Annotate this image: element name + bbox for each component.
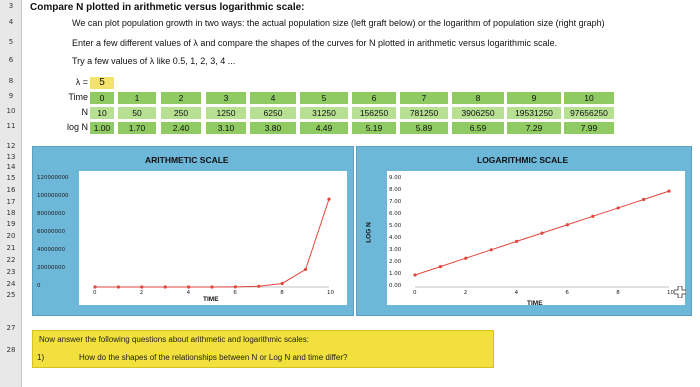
n-cell[interactable]: 1250 — [206, 107, 246, 119]
log-x-tick-label: 8 — [616, 290, 620, 296]
log-data-point — [490, 248, 493, 251]
arithmetic-y-tick-label: 0 — [37, 283, 41, 289]
row-number: 19 — [6, 220, 16, 228]
row-number: 14 — [6, 163, 16, 171]
row-number: 16 — [6, 186, 16, 194]
logn-cell[interactable]: 3.10 — [206, 122, 246, 134]
arithmetic-chart-svg — [33, 147, 355, 317]
instruction-line-2: Enter a few different values of λ and compare the shapes of the curves for N plotted in arithmetic versus logarithmic scale. — [72, 38, 558, 48]
row-number: 3 — [8, 2, 14, 10]
arithmetic-series-line — [95, 199, 329, 287]
question-box — [32, 330, 494, 368]
row-number: 10 — [6, 107, 16, 115]
log-data-point — [667, 190, 670, 193]
n-cell[interactable]: 97656250 — [564, 107, 614, 119]
arithmetic-x-tick-label: 4 — [186, 290, 191, 296]
logn-cell[interactable]: 2.40 — [161, 122, 201, 134]
log-data-point — [464, 257, 467, 260]
lambda-label: λ = — [75, 77, 88, 87]
n-cell[interactable]: 10 — [90, 107, 114, 119]
time-cell[interactable]: 10 — [564, 92, 614, 104]
time-cell[interactable]: 9 — [507, 92, 561, 104]
arithmetic-x-tick-label: 10 — [327, 290, 334, 296]
log-y-tick-label: 1.00 — [389, 271, 402, 277]
time-cell[interactable]: 5 — [300, 92, 348, 104]
log-x-tick-label: 6 — [565, 290, 569, 296]
log-y-tick-label: 3.00 — [389, 247, 402, 253]
row-number: 4 — [8, 18, 14, 26]
logn-cell[interactable]: 7.29 — [507, 122, 561, 134]
time-cell[interactable]: 0 — [90, 92, 114, 104]
question-1-text: How do the shapes of the relationships between N or Log N and time differ? — [79, 353, 348, 362]
row-number: 18 — [6, 209, 16, 217]
question-intro: Now answer the following questions about arithmetic and logarithmic scales: — [39, 335, 309, 344]
row-number: 12 — [6, 142, 16, 150]
n-cell[interactable]: 31250 — [300, 107, 348, 119]
time-cell[interactable]: 4 — [250, 92, 296, 104]
lambda-input[interactable]: 5 — [90, 77, 114, 89]
row-number: 21 — [6, 244, 16, 252]
row-number: 27 — [6, 324, 16, 332]
time-cell[interactable]: 8 — [452, 92, 504, 104]
arithmetic-y-tick-label: 60000000 — [37, 229, 65, 235]
log-data-point — [591, 215, 594, 218]
logn-cell[interactable]: 1.00 — [90, 122, 114, 134]
arithmetic-y-tick-label: 40000000 — [37, 247, 65, 253]
n-cell[interactable]: 3906250 — [452, 107, 504, 119]
row-number: 15 — [6, 174, 16, 182]
log-chart-panel — [356, 146, 692, 316]
logn-cell[interactable]: 6.59 — [452, 122, 504, 134]
arithmetic-chart-panel — [32, 146, 354, 316]
log-data-point — [540, 232, 543, 235]
arithmetic-data-point — [164, 285, 167, 288]
n-label: N — [81, 107, 88, 117]
log-y-tick-label: 5.00 — [389, 223, 402, 229]
log-data-point — [617, 206, 620, 209]
arithmetic-data-point — [140, 285, 143, 288]
time-cell[interactable]: 7 — [400, 92, 448, 104]
row-number: 8 — [8, 77, 14, 85]
row-number: 23 — [6, 268, 16, 276]
logn-cell[interactable]: 4.49 — [300, 122, 348, 134]
arithmetic-data-point — [210, 285, 213, 288]
row-number: 20 — [6, 232, 16, 240]
log-y-tick-label: 7.00 — [389, 199, 402, 205]
log-y-tick-label: 9.00 — [389, 175, 402, 181]
arithmetic-x-tick-label: 0 — [93, 290, 97, 296]
row-number-gutter — [0, 0, 22, 387]
arithmetic-x-tick-label: 8 — [280, 290, 284, 296]
log-x-axis-title: TIME — [527, 300, 543, 307]
instruction-line-1: We can plot population growth in two ways: the actual population size (left graft below) or the logarithm of population size (right graph) — [72, 18, 605, 28]
time-label: Time — [68, 92, 88, 102]
n-cell[interactable]: 19531250 — [507, 107, 561, 119]
logn-cell[interactable]: 5.19 — [352, 122, 396, 134]
time-cell[interactable]: 3 — [206, 92, 246, 104]
row-number: 13 — [6, 153, 16, 161]
n-cell[interactable]: 781250 — [400, 107, 448, 119]
n-cell[interactable]: 250 — [161, 107, 201, 119]
arithmetic-data-point — [93, 285, 96, 288]
log-chart-title: LOGARITHMIC SCALE — [477, 155, 569, 165]
arithmetic-y-tick-label: 80000000 — [37, 211, 65, 217]
logn-cell[interactable]: 3.80 — [250, 122, 296, 134]
n-cell[interactable]: 6250 — [250, 107, 296, 119]
log-data-point — [439, 265, 442, 268]
log-y-tick-label: 2.00 — [389, 259, 402, 265]
log-chart-svg — [357, 147, 693, 317]
arithmetic-y-tick-label: 100000000 — [37, 193, 69, 199]
row-number: 6 — [8, 56, 14, 64]
time-cell[interactable]: 1 — [118, 92, 156, 104]
spreadsheet-area — [22, 0, 700, 387]
arithmetic-data-point — [281, 282, 284, 285]
n-cell[interactable]: 156250 — [352, 107, 396, 119]
arithmetic-data-point — [257, 285, 260, 288]
instruction-line-3: Try a few values of λ like 0.5, 1, 2, 3, 4 ... — [72, 56, 236, 66]
log-data-point — [413, 273, 416, 276]
time-cell[interactable]: 2 — [161, 92, 201, 104]
logn-cell[interactable]: 5.89 — [400, 122, 448, 134]
log-y-tick-label: 4.00 — [389, 235, 402, 241]
arithmetic-data-point — [327, 198, 330, 201]
log-x-tick-label: 10 — [667, 290, 674, 296]
logn-cell[interactable]: 7.99 — [564, 122, 614, 134]
row-number: 11 — [6, 122, 16, 130]
log-data-point — [642, 198, 645, 201]
log-data-point — [566, 223, 569, 226]
arithmetic-y-tick-label: 120000000 — [37, 175, 69, 181]
log-y-tick-label: 0.00 — [389, 283, 402, 289]
arithmetic-data-point — [187, 285, 190, 288]
arithmetic-y-tick-label: 20000000 — [37, 265, 65, 271]
row-number: 9 — [8, 92, 14, 100]
crosshair-cursor-icon — [674, 286, 686, 298]
log-y-tick-label: 8.00 — [389, 187, 402, 193]
arithmetic-x-tick-label: 6 — [233, 290, 237, 296]
log-x-tick-label: 2 — [463, 290, 468, 296]
row-number: 22 — [6, 256, 16, 264]
question-1-number: 1) — [37, 353, 45, 362]
arithmetic-x-tick-label: 2 — [139, 290, 144, 296]
logn-label: log N — [66, 122, 88, 132]
arithmetic-data-point — [234, 285, 237, 288]
row-number: 5 — [8, 38, 14, 46]
log-y-axis-title: LOG N — [365, 222, 373, 243]
arithmetic-data-point — [304, 268, 307, 271]
arithmetic-data-point — [117, 285, 120, 288]
row-number: 24 — [6, 280, 16, 288]
time-cell[interactable]: 6 — [352, 92, 396, 104]
arithmetic-chart-title: ARITHMETIC SCALE — [145, 155, 229, 165]
arithmetic-x-axis-title: TIME — [203, 296, 219, 303]
row-number: 28 — [6, 346, 16, 354]
n-cell[interactable]: 50 — [118, 107, 156, 119]
page-title: Compare N plotted in arithmetic versus logarithmic scale: — [30, 2, 305, 13]
row-number: 17 — [6, 198, 16, 206]
log-data-point — [515, 240, 518, 243]
row-number: 25 — [6, 291, 16, 299]
log-y-tick-label: 6.00 — [389, 211, 402, 217]
log-x-tick-label: 0 — [413, 290, 417, 296]
logn-cell[interactable]: 1.70 — [118, 122, 156, 134]
log-x-tick-label: 4 — [514, 290, 519, 296]
